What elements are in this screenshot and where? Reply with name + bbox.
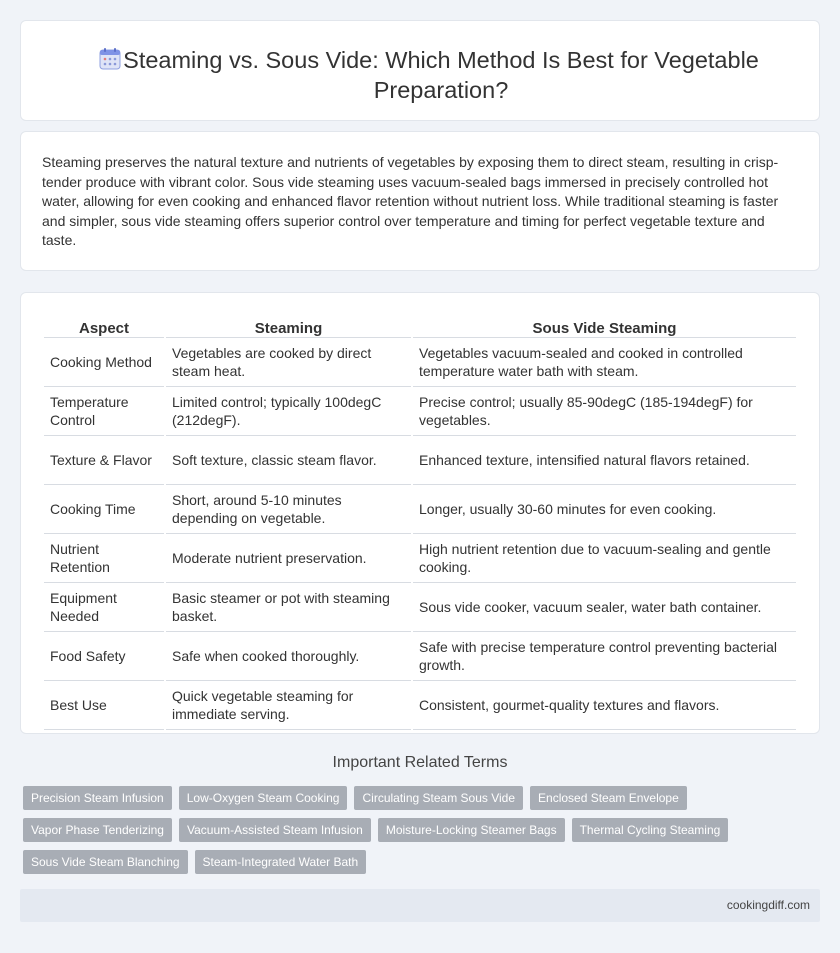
cell-steaming: Vegetables are cooked by direct steam heat. <box>166 338 411 387</box>
cell-sous-vide: Sous vide cooker, vacuum sealer, water bath container. <box>413 583 796 632</box>
cell-steaming: Limited control; typically 100degC (212degF). <box>166 387 411 436</box>
table-row <box>44 436 796 485</box>
page-title: Steaming vs. Sous Vide: Which Method Is Best for Vegetable Preparation? <box>123 47 759 103</box>
term-tag[interactable]: Thermal Cycling Steaming <box>572 818 729 842</box>
cell-steaming: Quick vegetable steaming for immediate serving. <box>166 681 411 730</box>
intro-card <box>20 131 820 271</box>
term-row <box>23 818 823 842</box>
cell-aspect: Texture & Flavor <box>44 436 164 485</box>
cell-sous-vide: High nutrient retention due to vacuum-sealing and gentle cooking. <box>413 534 796 583</box>
cell-sous-vide: Longer, usually 30-60 minutes for even cooking. <box>413 485 796 534</box>
table-row <box>44 632 796 681</box>
related-terms-heading: Important Related Terms <box>332 754 508 771</box>
term-tag[interactable]: Vapor Phase Tenderizing <box>23 818 172 842</box>
term-tag[interactable]: Vacuum-Assisted Steam Infusion <box>179 818 371 842</box>
term-tag[interactable]: Precision Steam Infusion <box>23 786 172 810</box>
term-tag[interactable]: Moisture-Locking Steamer Bags <box>378 818 565 842</box>
intro-paragraph: Steaming preserves the natural texture and nutrients of vegetables by exposing them to direct steam, resulting in crisp-tender produce with vibrant color. Sous vide steaming uses vacuum-sealed bags immersed in precisely controlled hot water, allowing for even cooking and enhanced flavor retention without nutrient loss. While traditional steaming is faster and simpler, sous vide steaming offers superior control over temperature and timing for perfect vegetable texture and taste. <box>42 154 779 248</box>
footer-site-link[interactable]: cookingdiff.com <box>726 898 810 912</box>
comparison-table <box>42 314 798 730</box>
table-row <box>44 338 796 387</box>
cell-steaming: Safe when cooked thoroughly. <box>166 632 411 681</box>
cell-steaming: Basic steamer or pot with steaming basket. <box>166 583 411 632</box>
term-tag[interactable]: Steam-Integrated Water Bath <box>195 850 367 874</box>
table-row <box>44 583 796 632</box>
cell-sous-vide: Vegetables vacuum-sealed and cooked in controlled temperature water bath with steam. <box>413 338 796 387</box>
term-tag[interactable]: Circulating Steam Sous Vide <box>354 786 523 810</box>
cell-aspect: Cooking Method <box>44 338 164 387</box>
title-card <box>20 20 820 121</box>
table-row <box>44 681 796 730</box>
related-terms-list <box>23 786 823 882</box>
cell-aspect: Cooking Time <box>44 485 164 534</box>
cell-steaming: Soft texture, classic steam flavor. <box>166 436 411 485</box>
header-sous-vide: Sous Vide Steaming <box>413 314 796 338</box>
term-tag[interactable]: Sous Vide Steam Blanching <box>23 850 188 874</box>
term-tag[interactable]: Low-Oxygen Steam Cooking <box>179 786 348 810</box>
footer <box>20 889 820 922</box>
table-header-row <box>44 314 796 338</box>
cell-aspect: Food Safety <box>44 632 164 681</box>
cell-sous-vide: Consistent, gourmet-quality textures and flavors. <box>413 681 796 730</box>
cell-sous-vide: Precise control; usually 85-90degC (185-194degF) for vegetables. <box>413 387 796 436</box>
cell-sous-vide: Safe with precise temperature control preventing bacterial growth. <box>413 632 796 681</box>
term-row <box>23 850 823 874</box>
table-row <box>44 534 796 583</box>
comparison-card <box>20 292 820 734</box>
cell-steaming: Short, around 5-10 minutes depending on vegetable. <box>166 485 411 534</box>
table-row <box>44 387 796 436</box>
cell-aspect: Temperature Control <box>44 387 164 436</box>
cell-sous-vide: Enhanced texture, intensified natural flavors retained. <box>413 436 796 485</box>
cell-aspect: Best Use <box>44 681 164 730</box>
cell-steaming: Moderate nutrient preservation. <box>166 534 411 583</box>
header-steaming: Steaming <box>166 314 411 338</box>
header-aspect: Aspect <box>44 314 164 338</box>
term-row <box>23 786 823 810</box>
cell-aspect: Nutrient Retention <box>44 534 164 583</box>
cell-aspect: Equipment Needed <box>44 583 164 632</box>
table-row <box>44 485 796 534</box>
term-tag[interactable]: Enclosed Steam Envelope <box>530 786 687 810</box>
